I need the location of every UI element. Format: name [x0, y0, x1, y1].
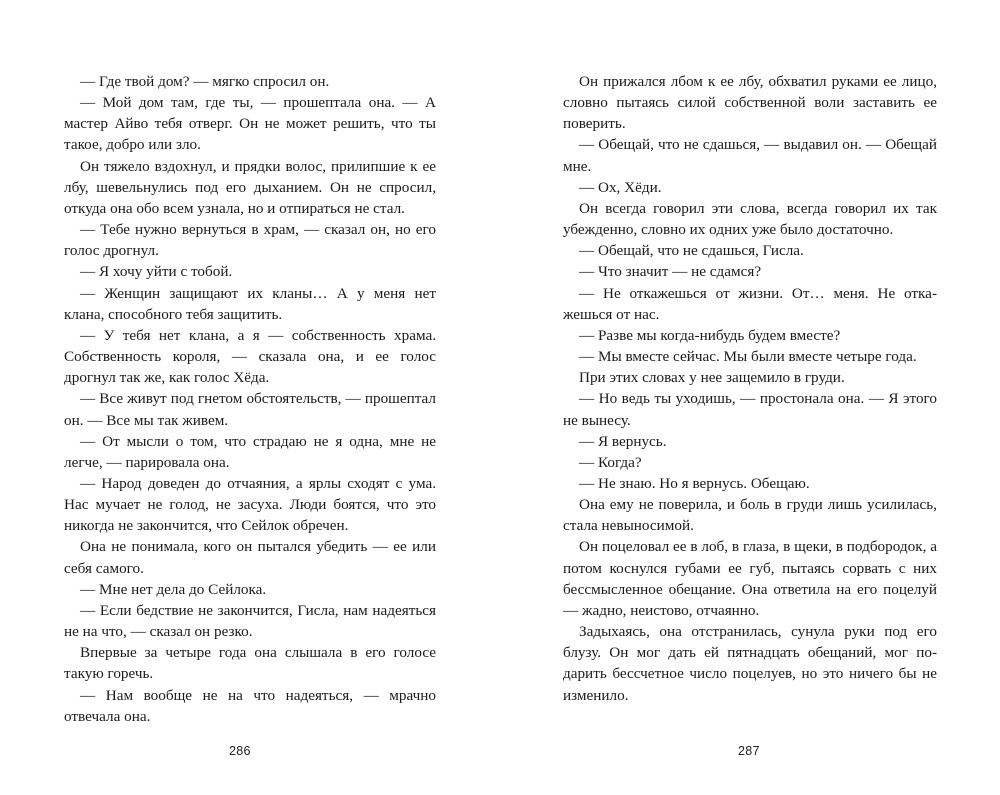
paragraph: — Не откажешься от жизни. От… меня. Не откажешься от нас. — [563, 284, 937, 323]
paragraph: Он поцеловал ее в лоб, в глаза, в щеки, в подбородок, а потом коснулся губами ее губ, пытаясь сорвать с них бессмысленное обещание. Она ответила на его поцелуй — жадно, неистово, отчаянно. — [563, 538, 937, 619]
paragraph: — Ох, Хёди. — [579, 178, 662, 196]
paragraph: Впервые за четыре года она слышала в его голосе такую горечь. — [64, 644, 436, 683]
paragraph: Задыхаясь, она отстранилась, сунула руки под его блузу. Он мог дать ей пятнадцать обещаний, мог подарить бессчетное число поцелуев, но это ничего бы не изменило. — [563, 623, 937, 704]
paragraph: — Мой дом там, где ты, — прошептала она. — А мастер Айво тебя отверг. Он не может решить, что ты такое, добро или зло. — [64, 94, 436, 154]
left-page-text — [64, 71, 436, 727]
paragraph: — Я вернусь. — [579, 432, 667, 450]
paragraph: Она не понимала, кого он пытался убедить — ее или себя самого. — [64, 538, 436, 577]
right-page — [500, 0, 1000, 795]
paragraph: — Я хочу уйти с тобой. — [80, 263, 233, 281]
paragraph: — Когда? — [579, 453, 642, 471]
paragraph: — От мысли о том, что страдаю не я одна, мне не легче, — парировала она. — [64, 432, 436, 471]
paragraph: — Не знаю. Но я вернусь. Обещаю. — [579, 474, 810, 492]
paragraph: — Но ведь ты уходишь, — простонала она. — Я этого не вынесу. — [563, 390, 937, 429]
paragraph: Он прижался лбом к ее лбу, обхватил руками ее лицо, словно пытаясь силой собственной воли заставить ее поверить. — [563, 73, 937, 133]
paragraph: — Мы вместе сейчас. Мы были вместе четыре года. — [579, 348, 917, 366]
paragraph: — Нам вообще не на что надеяться, — мрачно отвечала она. — [64, 686, 436, 725]
paragraph: — Разве мы когда-нибудь будем вместе? — [579, 326, 841, 344]
paragraph: — Все живут под гнетом обстоятельств, — прошептал он. — Все мы так живем. — [64, 390, 436, 429]
paragraph: — Тебе нужно вернуться в храм, — сказал он, но его голос дрогнул. — [64, 221, 436, 260]
paragraph: При этих словах у нее защемило в груди. — [579, 369, 845, 387]
paragraph: — У тебя нет клана, а я — собственность храма. Собственность короля, — сказала она, и ее голос дрогнул так же, как голос Хёда. — [64, 326, 436, 387]
page-number: 287 — [738, 744, 760, 758]
paragraph: Он тяжело вздохнул, и прядки волос, прилипшие к ее лбу, шевельнулись под его дыханием. Он не спросил, откуда она обо всем узнала, но и отпираться не стал. — [64, 157, 436, 217]
paragraph: — Если бедствие не закончится, Гисла, нам надеяться не на что, — сказал он резко. — [64, 601, 436, 641]
paragraph: — Обещай, что не сдашься, Гисла. — [579, 242, 804, 260]
paragraph: — Мне нет дела до Сейлока. — [80, 580, 267, 598]
paragraph: — Что значит — не сдамся? — [579, 263, 762, 281]
paragraph: — Женщин защищают их кланы… А у меня нет клана, способного тебя защитить. — [64, 284, 436, 323]
paragraph: Она ему не поверила, и боль в груди лишь усилилась, стала невыносимой. — [563, 496, 937, 535]
right-page-text — [563, 71, 937, 706]
paragraph: Он всегда говорил эти слова, всегда говорил их так убежденно, словно их одних уже было достаточно. — [563, 199, 937, 239]
page-number: 286 — [229, 744, 251, 758]
paragraph: — Где твой дом? — мягко спросил он. — [80, 73, 330, 90]
paragraph: — Обещай, что не сдашься, — выдавил он. — Обещай мне. — [563, 136, 937, 175]
paragraph: — Народ доведен до отчаяния, а ярлы сходят с ума. Нас мучает не голод, не засуха. Люди боятся, что это никогда не закончится, что Сейлок обречен. — [64, 474, 436, 535]
